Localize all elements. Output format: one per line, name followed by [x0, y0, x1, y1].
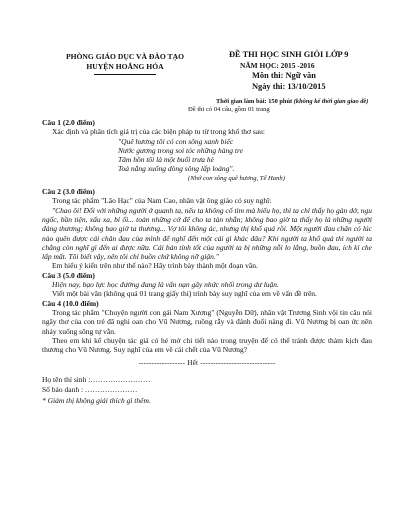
time-info: [216, 98, 368, 105]
q3-statement: Hiện nay, bạo lực học đường đang là vấn nạn gây nhức nhối trong dư luận.: [52, 280, 279, 290]
q3-title: Câu 3 (5.0 điểm): [42, 270, 95, 280]
q2-intro: Trong tác phẩm "Lão Hạc" của Nam Cao, nhân vật ông giáo có suy nghĩ:: [52, 196, 272, 206]
department-header: [40, 52, 210, 75]
q4-title: Câu 4 (10.0 điểm): [42, 298, 99, 308]
school-year: NĂM HỌC: 2015 -2016: [240, 60, 315, 70]
end-marker: ------------------ Hết -----------------------------: [138, 359, 276, 368]
q2-task: Em hiểu ý kiến trên như thế nào? Hãy trình bày thành một đoạn văn.: [52, 261, 258, 271]
proctor-note: * Giám thị không giải thích gì thêm.: [42, 395, 151, 405]
exam-body: [42, 118, 372, 406]
q2-quote: "Chao ôi! Đối với những người ở quanh ta, nếu ta không cố tìm mà hiểu họ, thì ta chỉ thấy họ gàn dở, ngu ngốc, bần tiện, xấu xa, bỉ ổi... toàn những cớ để cho ta tàn nhẫn; không bao giờ ta thấy họ là những người đáng thương; không bao giờ ta thương... Vợ tôi không ác, nhưng thị khổ quá rồi. Một người đau chân có lúc nào quên được cái chân đau của mình để nghĩ đến một cái gì khác đâu? Khi người ta khổ quá thì người ta chẳng còn nghĩ gì đến ai được nữa. Cái bản tính tốt của người ta bị những nỗi lo lắng, buồn đau, ích kỉ che lấp mất. Tôi biết vậy, nên tôi chỉ buồn chứ không nỡ giận.": [42, 205, 372, 262]
subject: Môn thi: Ngữ văn: [252, 71, 316, 81]
q2-title: Câu 2 (3.0 điểm): [42, 187, 95, 197]
q3-task: Viết một bài văn (không quá 01 trang giấy thi) trình bày suy nghĩ của em về vấn đề trên.: [52, 289, 317, 299]
q4-paragraph-2: Theo em khi kể chuyện tác giả có hé mở chi tiết nào trong truyện để có thể tránh được thảm kịch đau thương cho Vũ Nương. Suy nghĩ của em về cái chết của Vũ Nương?: [42, 335, 372, 355]
q1-prompt: Xác định và phân tích giá trị của các biện pháp tu từ trong khổ thơ sau:: [52, 127, 265, 137]
q1-source: (Nhớ con sông quê hương, Tế Hanh): [188, 174, 285, 182]
time-note: (không kể thời gian giao đề): [293, 98, 369, 105]
header-underline: [94, 74, 156, 75]
q1-title: Câu 1 (2.0 điểm): [42, 118, 95, 127]
time-label: Thời gian làm bài: 150 phút: [216, 98, 293, 105]
question-count: Đề thi có 04 câu, gồm 01 trang: [188, 106, 270, 113]
exam-header: [208, 50, 378, 92]
poem-line: Nước gương trong soi tóc những hàng tre: [118, 145, 243, 155]
department-line-1: PHÒNG GIÁO DỤC VÀ ĐÀO TẠO: [65, 52, 185, 61]
candidate-name-field: Họ tên thí sinh :……………………: [42, 374, 151, 384]
q4-paragraph-1: Trong tác phẩm "Chuyện người con gái Nam Xương" (Nguyễn Dữ), nhân vật Trương Sinh vội tin câu nói ngây thơ của con trẻ đã nghi oan cho Vũ Nương, ruồng rẫy và đánh đuổi nàng đi. Vũ Nương bị oan ức nên nhảy xuống sông tự vẫn.: [42, 307, 372, 336]
exam-title: ĐỀ THI HỌC SINH GIỎI LỚP 9: [229, 50, 349, 59]
candidate-number-field: Số báo danh : …………………: [42, 385, 138, 395]
footer: [42, 375, 372, 407]
department-line-2: HUYỆN HOẰNG HÓA: [86, 62, 164, 71]
poem-line: "Quê hương tôi có con sông xanh biếc: [118, 136, 234, 146]
poem-line: Tâm hồn tôi là một buổi trưa hè: [118, 155, 214, 165]
exam-date: Ngày thi: 13/10/2015: [252, 81, 326, 91]
poem-line: Toả nắng xuống dòng sông lấp loáng".: [118, 164, 235, 174]
q1-poem: [118, 137, 372, 174]
